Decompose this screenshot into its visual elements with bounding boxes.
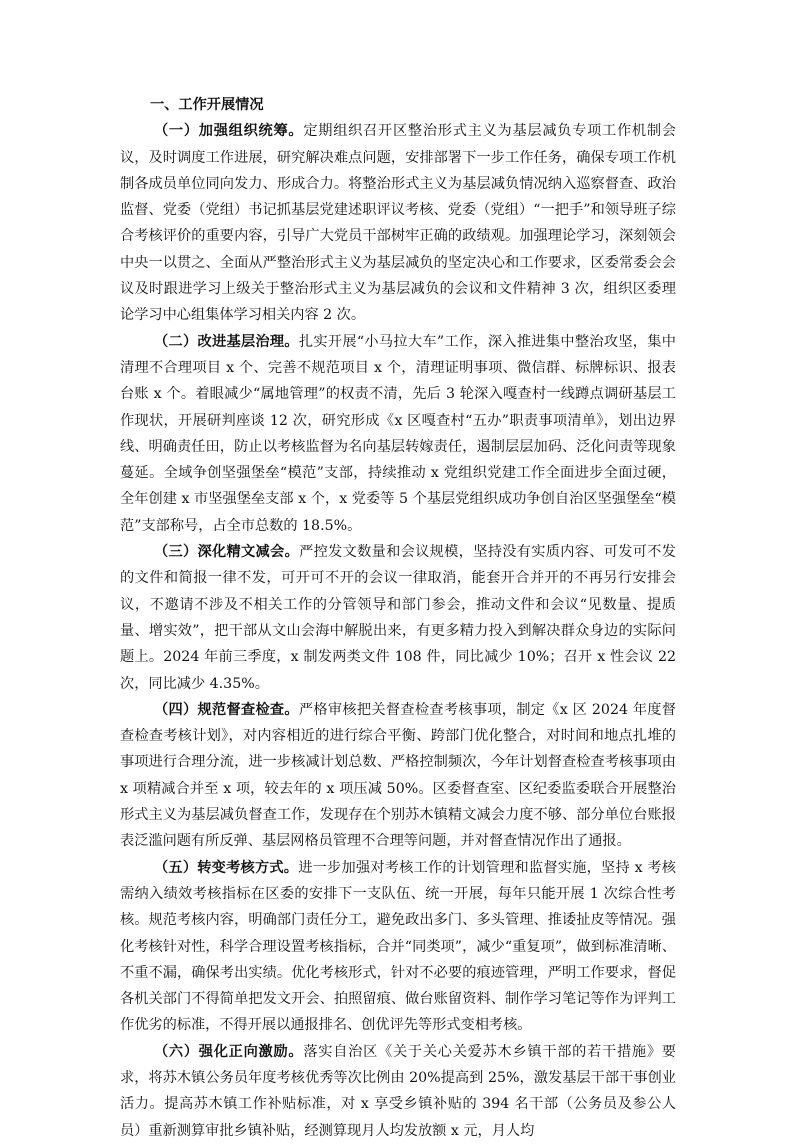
document-page [120,92,676,1144]
paragraph-body: 扎实开展“小马拉大车”工作，深入推进集中整治攻坚，集中清理不合理项目 x 个、完善不规范项目 x 个，清理证明事项、微信群、标牌标识、报表台账 x 个。着眼减少“属地管理”的权责不清，先后 3 轮深入嘎查村一线蹲点调研基层工作现状，开展研判座谈 12 次，研究形成《x 区嘎查村“五办”职责事项清单》，划出边界线、明确责任田，防止以考核监督为名向基层转嫁责任，遏制层层加码、泛化问责等现象蔓延。全域争创坚强堡垒“模范”支部，持续推动 x 党组织党建工作全面进步全面过硬，全年创建 x 市坚强堡垒支部 x 个，x 党委等 5 个基层党组织成功争创自治区坚强堡垒“模范”支部称号，占全市总数的 18.5%。 [120,333,676,534]
paragraph-body: 定期组织召开区整治形式主义为基层减负专项工作机制会议，及时调度工作进展，研究解决难点问题，安排部署下一步工作任务，确保专项工作机制各成员单位同向发力、形成合力。将整治形式主义为基层减负情况纳入巡察督查、政治监督、党委（党组）书记抓基层党建述职评议考核、党委（党组）“一把手”和领导班子综合考核评价的重要内容，引导广大党员干部树牢正确的政绩观。加强理论学习，深刻领会中央一以贯之、全面从严整治形式主义为基层减负的坚定决心和工作要求，区委常委会会议及时跟进学习上级关于整治形式主义为基层减负的会议和文件精神 3 次，组织区委理论学习中心组集体学习相关内容 2 次。 [120,123,676,324]
paragraph-lead: （一）加强组织统筹。 [154,123,304,140]
paragraph-body: 落实自治区《关于关心关爱苏木乡镇干部的若干措施》要求，将苏木镇公务员年度考核优秀等次比例由 20%提高到 25%，激发基层干部干事创业活力。提高苏木镇工作补贴标准，对 x 享受乡镇补贴的 394 名干部（公务员及参公人员）重新测算审批乡镇补贴，经测算现月人均发放额 x 元，月人均 [120,1043,676,1139]
paragraph-body: 严格审核把关督查检查考核事项，制定《x 区 2024 年度督查检查考核计划》，对内容相近的进行综合平衡、跨部门优化整合，对时间和地点扎堆的事项进行合理分流，进一步核减计划总数、严格控制频次，今年计划督查检查考核事项由 x 项精减合并至 x 项，较去年的 x 项压减 50%。区委督查室、区纪委监委联合开展整治形式主义为基层减负督查工作，发现存在个别苏木镇精文减会力度不够、部分单位台账报表泛滥问题有所反弹、基层网格员管理不合理等问题，并对督查情况作出了通报。 [120,701,676,850]
paragraph-incentive [120,1039,676,1144]
paragraph-organization [120,118,676,328]
paragraph-lead: （五）转变考核方式。 [154,859,299,876]
paragraph-lead: （六）强化正向激励。 [154,1043,304,1060]
section-heading: 一、工作开展情况 [150,97,264,113]
paragraph-inspection [120,697,676,855]
paragraph-lead: （四）规范督查检查。 [154,701,299,718]
paragraph-body: 进一步加强对考核工作的计划管理和监督实施，坚持 x 考核需纳入绩效考核指标在区委的安排下一支队伍、统一开展，每年只能开展 1 次综合性考核。规范考核内容，明确部门责任分工，避免政出多门、多头管理、推诿扯皮等情况。强化考核针对性，科学合理设置考核指标，合并“同类项”，减少“重复项”，做到标准清晰、不重不漏，确保考出实绩。优化考核形式，针对不必要的痕迹管理，严明工作要求，督促各机关部门不得简单把发文开会、拍照留痕、做台账留资料、制作学习笔记等作为评判工作优劣的标准，不得开展以通报排名、创优评先等形式变相考核。 [120,859,676,1034]
paragraph-documents-meetings [120,539,676,697]
paragraph-governance [120,329,676,539]
paragraph-lead: （三）深化精文减会。 [154,544,300,561]
paragraph-body: 严控发文数量和会议规模，坚持没有实质内容、可发可不发的文件和简报一律不发，可开可不开的会议一律取消，能套开合并开的不再另行安排会议，不邀请不涉及不相关工作的分管领导和部门参会，推动文件和会议“见数量、提质量、增实效”，把干部从文山会海中解脱出来，有更多精力投入到解决群众身边的实际问题上。2024 年前三季度，x 制发两类文件 108 件，同比减少 10%；召开 x 性会议 22 次，同比减少 4.35%。 [120,544,676,692]
paragraph-assessment [120,855,676,1039]
paragraph-lead: （二）改进基层治理。 [154,333,299,350]
